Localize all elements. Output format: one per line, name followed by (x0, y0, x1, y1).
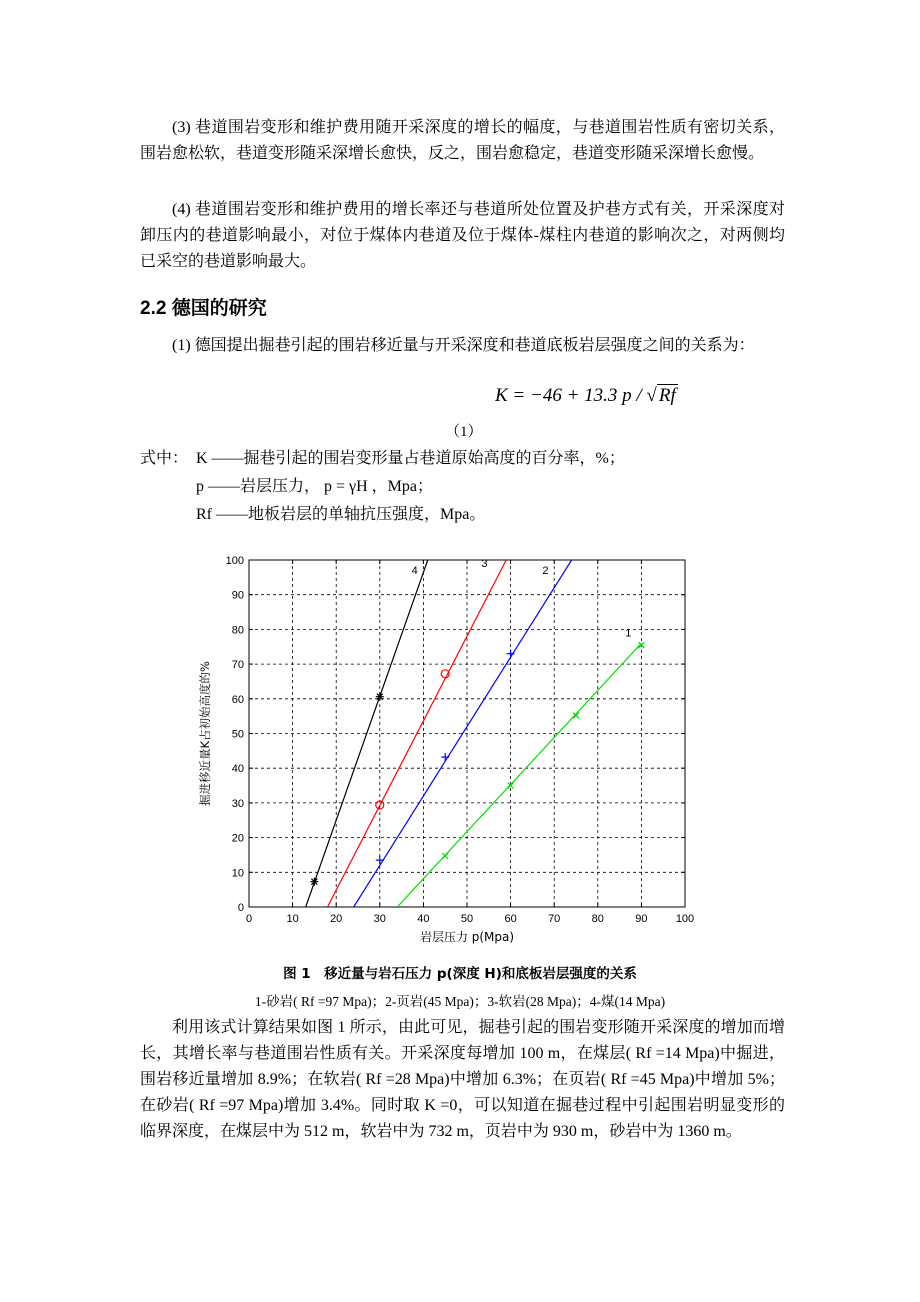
x-axis-label: 岩层压力 p(Mpa) (419, 930, 515, 944)
paragraph-3: (3) 巷道围岩变形和维护费用随开采深度的增长的幅度，与巷道围岩性质有密切关系，围岩愈松软，巷道变形随采深增长愈快，反之，围岩愈稳定，巷道变形随采深增长愈慢。 (140, 119, 785, 162)
y-tick-label: 90 (231, 589, 244, 602)
series-point-4 (376, 693, 384, 701)
y-tick-label: 10 (231, 867, 244, 880)
x-tick-label: 70 (548, 913, 561, 925)
formula-lhs: K = −46 + 13.3 p / (495, 385, 647, 406)
paragraph-4: (4) 巷道围岩变形和维护费用的增长率还与巷道所处位置及护巷方式有关，开采深度对卸压内的巷道影响最小，对位于煤体内巷道及位于煤体-煤柱内巷道的影响次之，对两侧均已采空的巷道影响最大。 (140, 201, 785, 270)
y-tick-label: 50 (231, 728, 244, 741)
formula: K = −46 + 13.3 p / √ Rf (495, 385, 676, 406)
x-tick-label: 90 (635, 913, 648, 925)
y-tick-label: 40 (231, 763, 244, 776)
series-label-4: 4 (411, 564, 418, 577)
def-p: p ——岩层压力， p = γH ，Mpa； (196, 478, 433, 495)
x-tick-label: 0 (245, 913, 253, 925)
y-tick-label: 100 (225, 555, 244, 567)
series-label-1: 1 (625, 627, 632, 640)
formula-radicand: Rf (658, 385, 676, 406)
y-tick-label: 70 (231, 659, 244, 672)
paragraph-germany-1: (1) 德国提出掘巷引起的围岩移近量与开采深度和巷道底板岩层强度之间的关系为： (172, 337, 755, 354)
series-point-1 (442, 853, 448, 859)
series-point-4 (310, 878, 318, 886)
section-heading: 2.2 德国的研究 (140, 298, 267, 319)
figure-subcaption: 1-砂岩( Rf =97 Mpa)；2-页岩(45 Mpa)；3-软岩(28 Mpa)；4-煤(14 Mpa) (254, 994, 666, 1009)
series-line-1 (397, 643, 641, 907)
x-tick-label: 20 (330, 913, 343, 925)
y-tick-label: 20 (231, 832, 244, 845)
def-rf: Rf ——地板岩层的单轴抗压强度，Mpa。 (196, 506, 486, 523)
series-label-2: 2 (542, 564, 549, 577)
x-tick-label: 80 (591, 913, 604, 925)
x-tick-label: 60 (504, 913, 517, 925)
series-point-2 (507, 650, 515, 658)
x-tick-label: 40 (417, 913, 430, 925)
def-k: K ——掘巷引起的围岩变形量占巷道原始高度的百分率，%； (196, 450, 625, 467)
series-point-2 (441, 753, 449, 761)
x-tick-label: 30 (373, 913, 386, 925)
series-label-3: 3 (481, 557, 488, 570)
figure-1-chart (195, 548, 725, 950)
y-axis-label: 掘进移近量K占初始高度的% (198, 661, 212, 806)
y-tick-label: 80 (231, 624, 244, 637)
y-tick-label: 0 (237, 902, 244, 914)
y-tick-label: 30 (231, 797, 244, 810)
series-point-2 (376, 856, 384, 864)
equation-number: （1） (445, 424, 483, 440)
x-tick-label: 50 (460, 913, 474, 925)
paragraph-results: 利用该式计算结果如图 1 所示，由此可见，掘巷引起的围岩变形随开采深度的增加而增长，其增长率与巷道围岩性质有关。开采深度每增加 100 m，在煤层( Rf =14 Mpa)中掘进，围岩移近量增加 8.9%；在软岩( Rf =28 Mpa)中增加 6.3%；在页岩( Rf =45 Mpa)中增加 5%；在砂岩( Rf =97 Mpa)增加 3.4%。同时取 K =0，可以知道在掘巷过程中引起围岩明显变形的临界深度，在煤层中为 512 m，软岩中为 732 m，页岩中为 930 m，砂岩中为 1360 m。 (140, 1019, 785, 1140)
x-tick-label: 10 (286, 913, 299, 925)
def-intro: 式中： (140, 450, 189, 467)
figure-caption: 图 1 移近量与岩石压力 p(深度 H)和底板岩层强度的关系 (283, 966, 637, 982)
x-tick-label: 100 (675, 913, 695, 925)
y-tick-label: 60 (231, 693, 244, 706)
